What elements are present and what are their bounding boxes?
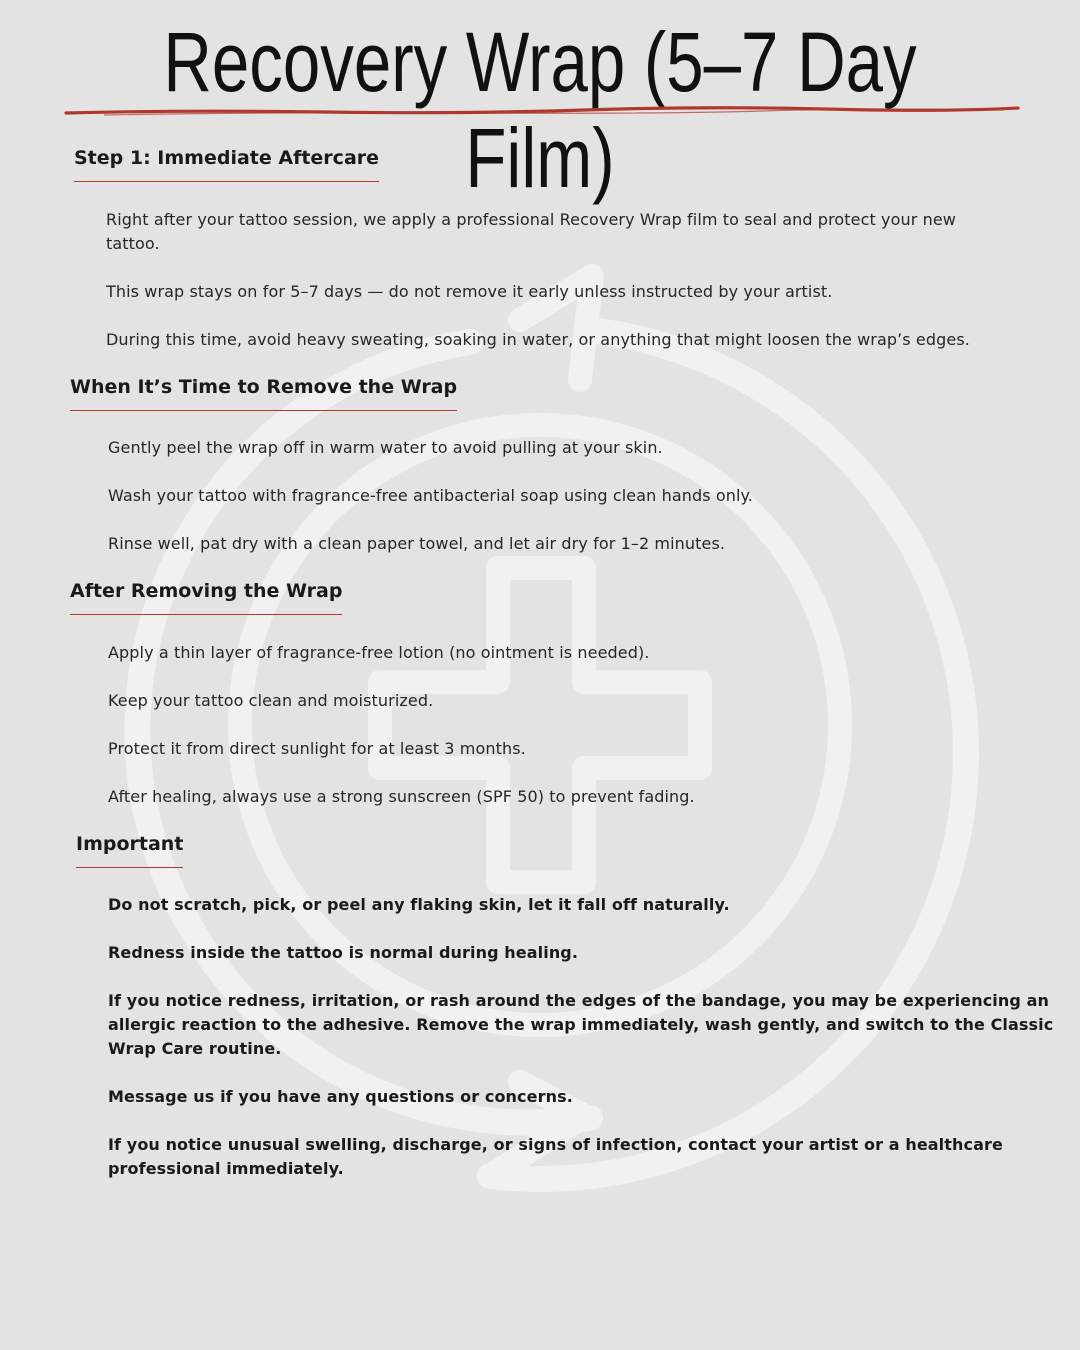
page-title: Recovery Wrap (5–7 Day Film) [163,15,917,205]
important-paragraph-4: Message us if you have any questions or concerns. [108,1087,573,1106]
important-paragraph-1: Do not scratch, pick, or peel any flaking skin, let it fall off naturally. [108,895,730,914]
step-1-paragraph-1: Right after your tattoo session, we apply a professional Recovery Wrap film to seal and protect your new tattoo. [106,210,956,253]
remove-wrap-paragraph-2: Wash your tattoo with fragrance-free antibacterial soap using clean hands only. [108,486,753,505]
important-paragraph-5: If you notice unusual swelling, discharge, or signs of infection, contact your artist or a healthcare professional immediately. [108,1135,1003,1178]
title-underline [64,104,1020,118]
section-heading-remove-wrap: When It’s Time to Remove the Wrap [70,374,457,411]
section-heading-important: Important [76,831,183,868]
important-paragraph-3: If you notice redness, irritation, or rash around the edges of the bandage, you may be experiencing an allergic reaction to the adhesive. Remove the wrap immediately, wash gently, and switch to the Classic Wrap Care routine. [108,991,1054,1058]
important-paragraph-2: Redness inside the tattoo is normal during healing. [108,943,579,962]
remove-wrap-paragraph-3: Rinse well, pat dry with a clean paper towel, and let air dry for 1–2 minutes. [108,534,726,553]
after-removing-paragraph-2: Keep your tattoo clean and moisturized. [108,691,434,710]
step-1-paragraph-2: This wrap stays on for 5–7 days — do not remove it early unless instructed by your artist. [106,282,833,301]
section-heading-after-removing: After Removing the Wrap [70,578,342,615]
remove-wrap-paragraph-1: Gently peel the wrap off in warm water to avoid pulling at your skin. [108,438,663,457]
step-1-paragraph-3: During this time, avoid heavy sweating, soaking in water, or anything that might loosen the wrap’s edges. [106,330,970,349]
after-removing-paragraph-3: Protect it from direct sunlight for at least 3 months. [108,739,526,758]
after-removing-paragraph-1: Apply a thin layer of fragrance-free lotion (no ointment is needed). [108,643,650,662]
section-heading-step-1: Step 1: Immediate Aftercare [74,145,379,182]
after-removing-paragraph-4: After healing, always use a strong sunscreen (SPF 50) to prevent fading. [108,787,695,806]
